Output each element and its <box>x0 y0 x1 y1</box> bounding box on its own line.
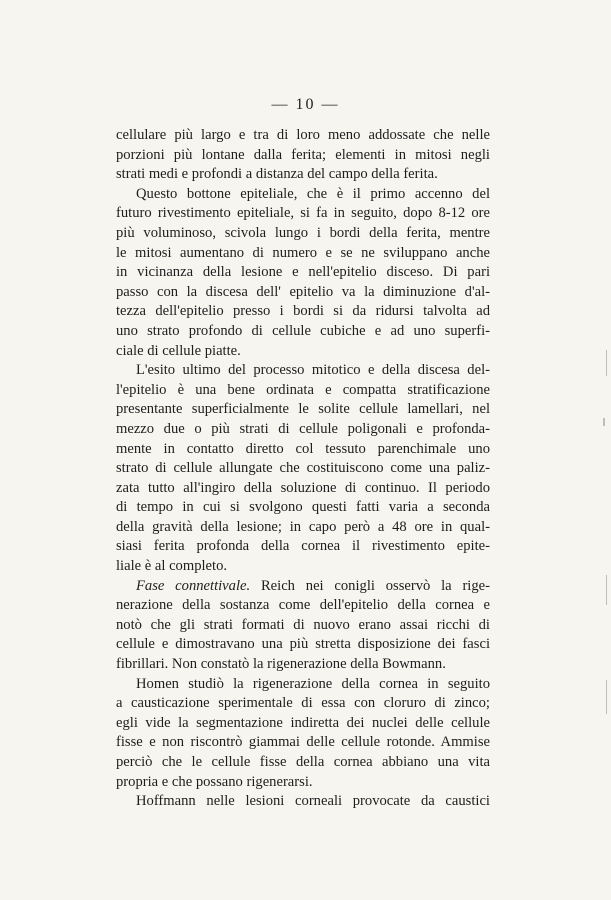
text-line: della gravità della lesione; in capo però a 48 ore in qual- <box>116 518 490 535</box>
text-line: Questo bottone epiteliale, che è il primo accenno del <box>136 185 490 202</box>
scan-mark <box>606 575 607 605</box>
text-line <box>116 577 490 597</box>
text-line: Hoffmann nelle lesioni corneali provocate da caustici <box>136 793 490 810</box>
paragraph-6 <box>116 792 490 812</box>
text-line: nerazione della sostanza come dell'epitelio della cornea e <box>116 597 490 614</box>
text-line: cellulare più largo e tra di loro meno addossate che nelle <box>116 127 490 143</box>
scan-mark <box>606 680 607 714</box>
text-line: L'esito ultimo del processo mitotico e della discesa del- <box>136 362 490 379</box>
body-text <box>116 126 490 812</box>
text-line: in vicinanza della lesione e nell'epitelio disceso. Di pari <box>116 264 490 281</box>
text-line: strati medi e profondi a distanza del campo della ferita. <box>116 166 438 183</box>
paragraph-1 <box>116 126 490 185</box>
scan-mark <box>606 350 607 376</box>
text-line: siasi ferita profonda della cornea il rivestimento epite- <box>116 538 490 555</box>
text-line: Homen studiò la rigenerazione della cornea in seguito <box>136 675 490 692</box>
page-number: — 10 — <box>271 96 340 113</box>
paragraph-3 <box>116 361 490 577</box>
text-line: a causticazione sperimentale di essa con cloruro di zinco; <box>116 695 490 712</box>
text-line: di tempo in cui si svolgono questi fatti varia a seconda <box>116 499 490 516</box>
paragraph-5 <box>116 675 490 793</box>
text-line: zata tutto all'ingiro della soluzione di continuo. Il periodo <box>116 479 490 496</box>
text-line: fibrillari. Non constatò la rigenerazione della Bowmann. <box>116 656 446 673</box>
section-heading-inline: Fase connettivale. <box>136 577 251 594</box>
text-line: le mitosi aumentano di numero e se ne sviluppano anche <box>116 244 490 261</box>
text-line: passo con la discesa dell' epitelio va la diminuzione d'al- <box>116 283 490 300</box>
text-line: strato di cellule allungate che costituiscono come una paliz- <box>116 460 490 477</box>
text-line: egli vide la segmentazione indiretta dei nuclei delle cellule <box>116 714 490 731</box>
text-line: propria e che possano rigenerarsi. <box>116 773 313 790</box>
text-line: mente in contatto diretto col tessuto parenchimale uno <box>116 440 490 457</box>
text-line: notò che gli strati formati di nuovo erano assai ricchi di <box>116 616 490 633</box>
text-line: liale è al completo. <box>116 558 228 575</box>
text-line: ciale di cellule piatte. <box>116 342 241 359</box>
text-line: uno strato profondo di cellule cubiche e ad uno superfi- <box>116 322 490 339</box>
text-line: perciò che le cellule fisse della cornea abbiano una vita <box>116 754 490 770</box>
text-line: l'epitelio è una bene ordinata e compatta stratificazione <box>116 381 490 398</box>
scan-mark <box>603 418 605 426</box>
text-line: fisse e non riscontrò giammai delle cellule rotonde. Ammise <box>116 734 490 751</box>
text-line: futuro rivestimento epiteliale, si fa in seguito, dopo 8-12 ore <box>116 205 490 222</box>
text-line: presentante superficialmente le solite cellule lamellari, nel <box>116 401 490 418</box>
text-line: mezzo due o più strati di cellule poligonali e profonda- <box>116 420 490 437</box>
paragraph-4 <box>116 577 490 675</box>
text-line: più voluminoso, scivola lungo i bordi della ferita, mentre <box>116 224 490 241</box>
text-line: tezza dell'epitelio presso i bordi si da ridursi talvolta ad <box>116 303 490 320</box>
text-line-rest: Reich nei conigli osservò la rige- <box>250 577 490 594</box>
text-line: porzioni più lontane dalla ferita; elementi in mitosi negli <box>116 146 490 163</box>
paragraph-2 <box>116 185 490 361</box>
text-line: cellule e dimostravano una più stretta disposizione dei fasci <box>116 636 490 653</box>
